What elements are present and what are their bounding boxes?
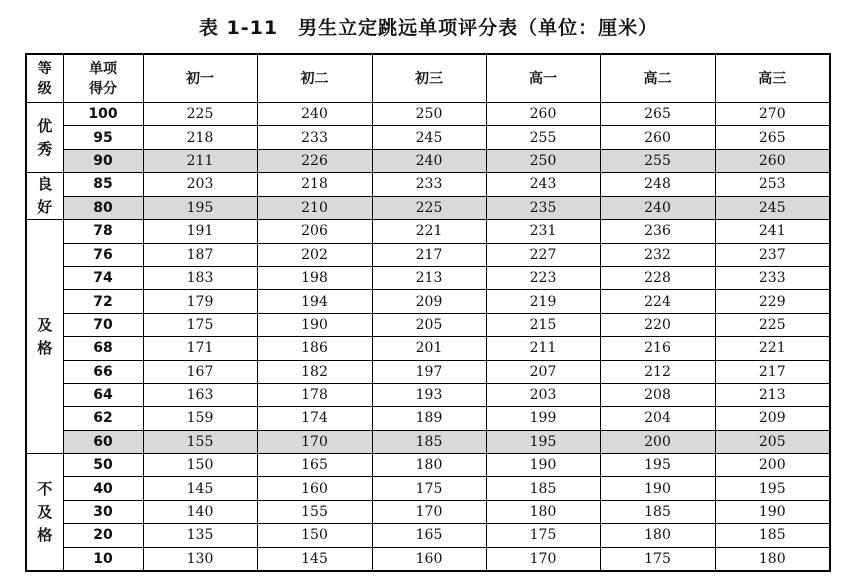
value-cell: 175 <box>372 477 486 500</box>
value-cell: 165 <box>257 454 372 477</box>
value-cell: 211 <box>143 149 257 172</box>
value-cell: 223 <box>486 266 600 289</box>
score-cell: 68 <box>63 337 143 360</box>
value-cell: 232 <box>600 243 715 266</box>
column-header: 初二 <box>257 54 372 103</box>
grade-char: 不 <box>37 479 53 498</box>
value-cell: 201 <box>372 337 486 360</box>
value-cell: 250 <box>486 149 600 172</box>
table-row <box>26 360 830 383</box>
value-cell: 235 <box>486 196 600 220</box>
value-cell: 194 <box>257 290 372 313</box>
value-cell: 195 <box>143 196 257 220</box>
score-cell: 85 <box>63 173 143 197</box>
value-cell: 170 <box>257 430 372 453</box>
value-cell: 140 <box>143 500 257 523</box>
value-cell: 233 <box>372 173 486 197</box>
column-header: 高二 <box>600 54 715 103</box>
grade-char: 优 <box>37 116 53 135</box>
value-cell: 248 <box>600 173 715 197</box>
value-cell: 218 <box>257 173 372 197</box>
value-cell: 200 <box>600 430 715 453</box>
value-cell: 228 <box>600 266 715 289</box>
score-header-line: 单项 <box>89 60 117 77</box>
score-cell: 20 <box>63 524 143 547</box>
value-cell: 189 <box>372 407 486 430</box>
value-cell: 203 <box>486 383 600 406</box>
table-body <box>26 103 830 572</box>
value-cell: 197 <box>372 360 486 383</box>
value-cell: 213 <box>372 266 486 289</box>
value-cell: 155 <box>143 430 257 453</box>
value-cell: 171 <box>143 337 257 360</box>
value-cell: 178 <box>257 383 372 406</box>
value-cell: 209 <box>372 290 486 313</box>
table-row <box>26 149 830 172</box>
score-cell: 72 <box>63 290 143 313</box>
score-cell: 60 <box>63 430 143 453</box>
table-row <box>26 103 830 126</box>
table-row <box>26 477 830 500</box>
value-cell: 174 <box>257 407 372 430</box>
value-cell: 240 <box>372 149 486 172</box>
value-cell: 265 <box>600 103 715 126</box>
score-header-line: 得分 <box>89 80 117 97</box>
value-cell: 245 <box>372 126 486 149</box>
value-cell: 219 <box>486 290 600 313</box>
value-cell: 208 <box>600 383 715 406</box>
value-cell: 225 <box>372 196 486 220</box>
value-cell: 227 <box>486 243 600 266</box>
value-cell: 190 <box>486 454 600 477</box>
value-cell: 224 <box>600 290 715 313</box>
score-cell: 62 <box>63 407 143 430</box>
value-cell: 217 <box>372 243 486 266</box>
value-cell: 218 <box>143 126 257 149</box>
table-row <box>26 524 830 547</box>
table-row <box>26 243 830 266</box>
value-cell: 200 <box>715 454 830 477</box>
score-cell: 64 <box>63 383 143 406</box>
value-cell: 185 <box>600 500 715 523</box>
grade-char: 格 <box>37 525 53 544</box>
value-cell: 231 <box>486 220 600 243</box>
grade-char: 秀 <box>37 139 53 158</box>
score-cell: 50 <box>63 454 143 477</box>
value-cell: 260 <box>715 149 830 172</box>
page-title: 表 1-11 男生立定跳远单项评分表（单位：厘米） <box>198 17 659 39</box>
grade-cell <box>26 103 63 173</box>
value-cell: 150 <box>257 524 372 547</box>
table-row <box>26 220 830 243</box>
value-cell: 243 <box>486 173 600 197</box>
value-cell: 205 <box>715 430 830 453</box>
value-cell: 255 <box>486 126 600 149</box>
value-cell: 160 <box>257 477 372 500</box>
value-cell: 241 <box>715 220 830 243</box>
value-cell: 195 <box>600 454 715 477</box>
value-cell: 255 <box>600 149 715 172</box>
score-cell: 100 <box>63 103 143 126</box>
value-cell: 210 <box>257 196 372 220</box>
value-cell: 270 <box>715 103 830 126</box>
value-cell: 250 <box>372 103 486 126</box>
value-cell: 237 <box>715 243 830 266</box>
value-cell: 202 <box>257 243 372 266</box>
value-cell: 175 <box>143 313 257 336</box>
value-cell: 180 <box>372 454 486 477</box>
value-cell: 180 <box>715 547 830 571</box>
value-cell: 265 <box>715 126 830 149</box>
table-row <box>26 454 830 477</box>
table-row <box>26 337 830 360</box>
value-cell: 183 <box>143 266 257 289</box>
value-cell: 150 <box>143 454 257 477</box>
value-cell: 180 <box>600 524 715 547</box>
grade-cell <box>26 173 63 220</box>
value-cell: 145 <box>257 547 372 571</box>
table-row <box>26 313 830 336</box>
grade-char: 及 <box>37 502 53 521</box>
table-row <box>26 196 830 220</box>
value-cell: 260 <box>600 126 715 149</box>
table-row <box>26 383 830 406</box>
value-cell: 207 <box>486 360 600 383</box>
score-cell: 66 <box>63 360 143 383</box>
value-cell: 160 <box>372 547 486 571</box>
table-row <box>26 173 830 197</box>
value-cell: 195 <box>486 430 600 453</box>
value-cell: 182 <box>257 360 372 383</box>
value-cell: 215 <box>486 313 600 336</box>
table-row <box>26 430 830 453</box>
score-cell: 90 <box>63 149 143 172</box>
value-cell: 204 <box>600 407 715 430</box>
grade-header <box>26 54 63 103</box>
grade-char: 格 <box>37 338 53 357</box>
value-cell: 190 <box>600 477 715 500</box>
value-cell: 198 <box>257 266 372 289</box>
value-cell: 205 <box>372 313 486 336</box>
table-row <box>26 500 830 523</box>
value-cell: 233 <box>257 126 372 149</box>
value-cell: 170 <box>372 500 486 523</box>
header-row <box>26 54 830 103</box>
value-cell: 165 <box>372 524 486 547</box>
value-cell: 226 <box>257 149 372 172</box>
column-header: 初一 <box>143 54 257 103</box>
value-cell: 175 <box>600 547 715 571</box>
value-cell: 260 <box>486 103 600 126</box>
table-row <box>26 126 830 149</box>
value-cell: 253 <box>715 173 830 197</box>
score-cell: 30 <box>63 500 143 523</box>
value-cell: 159 <box>143 407 257 430</box>
score-cell: 40 <box>63 477 143 500</box>
value-cell: 209 <box>715 407 830 430</box>
value-cell: 216 <box>600 337 715 360</box>
score-cell: 76 <box>63 243 143 266</box>
value-cell: 187 <box>143 243 257 266</box>
value-cell: 185 <box>372 430 486 453</box>
value-cell: 195 <box>715 477 830 500</box>
value-cell: 217 <box>715 360 830 383</box>
value-cell: 190 <box>257 313 372 336</box>
value-cell: 245 <box>715 196 830 220</box>
grade-char: 良 <box>37 175 53 194</box>
value-cell: 211 <box>486 337 600 360</box>
score-cell: 10 <box>63 547 143 571</box>
value-cell: 191 <box>143 220 257 243</box>
value-cell: 145 <box>143 477 257 500</box>
column-header: 高三 <box>715 54 830 103</box>
value-cell: 155 <box>257 500 372 523</box>
score-header <box>63 54 143 103</box>
grade-char: 及 <box>37 315 53 334</box>
value-cell: 236 <box>600 220 715 243</box>
value-cell: 206 <box>257 220 372 243</box>
value-cell: 185 <box>715 524 830 547</box>
value-cell: 213 <box>715 383 830 406</box>
value-cell: 221 <box>715 337 830 360</box>
value-cell: 203 <box>143 173 257 197</box>
value-cell: 240 <box>600 196 715 220</box>
score-cell: 78 <box>63 220 143 243</box>
value-cell: 163 <box>143 383 257 406</box>
grade-header-line: 级 <box>37 80 52 97</box>
value-cell: 225 <box>715 313 830 336</box>
value-cell: 193 <box>372 383 486 406</box>
column-header: 初三 <box>372 54 486 103</box>
value-cell: 130 <box>143 547 257 571</box>
grade-char: 好 <box>37 198 53 217</box>
value-cell: 225 <box>143 103 257 126</box>
value-cell: 199 <box>486 407 600 430</box>
score-cell: 70 <box>63 313 143 336</box>
grade-header-line: 等 <box>37 60 52 77</box>
value-cell: 220 <box>600 313 715 336</box>
table-row <box>26 266 830 289</box>
grade-cell <box>26 220 63 454</box>
score-cell: 95 <box>63 126 143 149</box>
value-cell: 229 <box>715 290 830 313</box>
score-cell: 74 <box>63 266 143 289</box>
value-cell: 135 <box>143 524 257 547</box>
value-cell: 212 <box>600 360 715 383</box>
value-cell: 186 <box>257 337 372 360</box>
score-cell: 80 <box>63 196 143 220</box>
value-cell: 233 <box>715 266 830 289</box>
grade-cell <box>26 454 63 571</box>
value-cell: 175 <box>486 524 600 547</box>
value-cell: 190 <box>715 500 830 523</box>
value-cell: 221 <box>372 220 486 243</box>
value-cell: 180 <box>486 500 600 523</box>
scoring-table <box>25 53 831 572</box>
column-header: 高一 <box>486 54 600 103</box>
table-row <box>26 547 830 571</box>
value-cell: 240 <box>257 103 372 126</box>
value-cell: 185 <box>486 477 600 500</box>
value-cell: 179 <box>143 290 257 313</box>
table-row <box>26 290 830 313</box>
value-cell: 170 <box>486 547 600 571</box>
table-row <box>26 407 830 430</box>
value-cell: 167 <box>143 360 257 383</box>
